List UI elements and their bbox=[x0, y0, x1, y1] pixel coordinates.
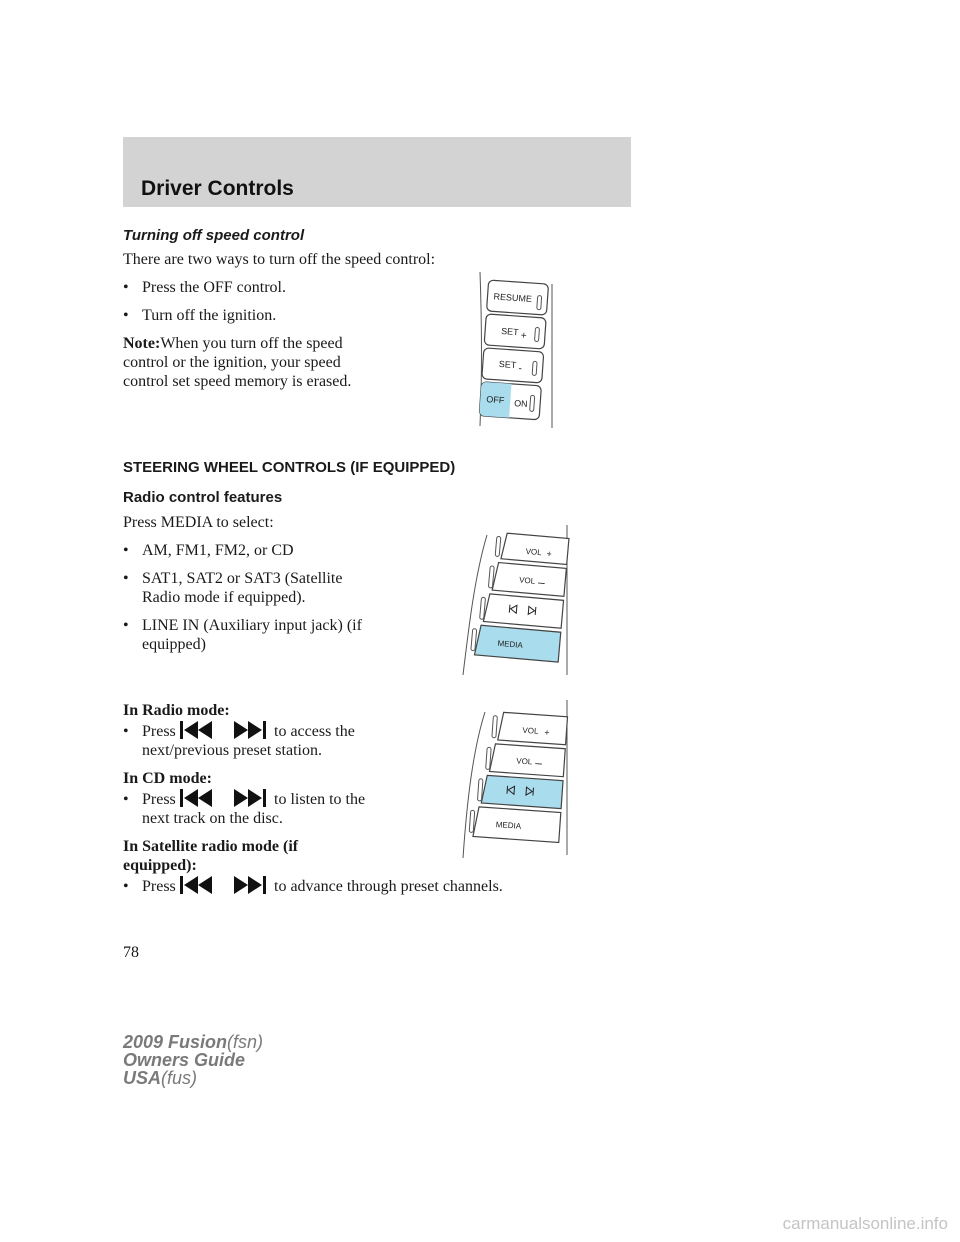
sat-mode-heading-line-1: In Satellite radio mode (if bbox=[123, 838, 299, 855]
radio-features-heading: Radio control features bbox=[123, 489, 283, 506]
media-bullet-1: AM, FM1, FM2, or CD bbox=[142, 542, 294, 559]
minus-label: – bbox=[534, 755, 543, 771]
page-number: 78 bbox=[123, 944, 139, 961]
footer-guide: Owners Guide bbox=[123, 1050, 246, 1070]
resume-label: RESUME bbox=[493, 291, 533, 305]
radio-after: to access the bbox=[274, 723, 355, 740]
press-media: Press MEDIA to select: bbox=[123, 514, 274, 531]
seek-icon bbox=[180, 720, 266, 740]
plus-label: + bbox=[520, 330, 528, 342]
footer-model-code: (fsn) bbox=[227, 1032, 264, 1052]
vol-plus-label: VOL bbox=[522, 725, 539, 736]
steering-heading: STEERING WHEEL CONTROLS (IF EQUIPPED) bbox=[123, 459, 456, 476]
section-title: Driver Controls bbox=[141, 177, 294, 200]
seek-button-highlighted bbox=[481, 775, 563, 809]
vol-plus-label: VOL bbox=[525, 546, 543, 558]
speed-off-bullet-1: Press the OFF control. bbox=[142, 279, 286, 296]
seek-icon bbox=[180, 875, 266, 895]
radio-mode-heading: In Radio mode: bbox=[123, 702, 230, 719]
seek-icon bbox=[180, 788, 266, 808]
seek-control-figure bbox=[455, 700, 575, 860]
bullet-icon: • bbox=[123, 570, 129, 587]
media-control-figure bbox=[455, 525, 575, 680]
speed-control-figure bbox=[470, 268, 560, 433]
document-footer bbox=[123, 1033, 263, 1087]
speed-off-note bbox=[123, 335, 343, 353]
vol-minus-label: VOL bbox=[518, 575, 536, 586]
speed-off-intro: There are two ways to turn off the speed control: bbox=[123, 251, 436, 268]
cd-mode-heading: In CD mode: bbox=[123, 770, 212, 787]
set-minus-label: SET bbox=[498, 358, 517, 371]
bullet-icon: • bbox=[123, 617, 129, 634]
minus-label: – bbox=[537, 575, 546, 590]
bullet-icon: • bbox=[123, 723, 129, 740]
watermark: carmanualsonline.info bbox=[782, 1214, 948, 1233]
minus-label: - bbox=[518, 363, 523, 375]
media-label: MEDIA bbox=[495, 820, 522, 831]
cd-press: Press bbox=[142, 791, 176, 808]
media-bullet-2-line-1: SAT1, SAT2 or SAT3 (Satellite bbox=[142, 570, 343, 587]
media-bullet-3-line-1: LINE IN (Auxiliary input jack) (if bbox=[142, 617, 362, 634]
cd-after: to listen to the bbox=[274, 791, 366, 808]
footer-region: USA bbox=[123, 1068, 162, 1088]
footer-model: 2009 Fusion bbox=[123, 1032, 228, 1052]
bullet-icon: • bbox=[123, 878, 129, 895]
bullet-icon: • bbox=[123, 307, 129, 324]
plus-label: + bbox=[546, 548, 553, 560]
speed-off-bullet-2: Turn off the ignition. bbox=[142, 307, 277, 324]
footer-region-code: (fus) bbox=[161, 1068, 198, 1088]
note-line-3: control set speed memory is erased. bbox=[123, 373, 352, 390]
vol-minus-label: VOL bbox=[516, 756, 533, 767]
bullet-icon: • bbox=[123, 279, 129, 296]
note-line-1: When you turn off the speed bbox=[160, 335, 343, 352]
sat-press: Press bbox=[142, 878, 176, 895]
radio-line-2: next/previous preset station. bbox=[142, 742, 322, 759]
media-bullet-2-line-2: Radio mode if equipped). bbox=[142, 589, 306, 606]
header-band bbox=[123, 137, 631, 207]
note-line-2: control or the ignition, your speed bbox=[123, 354, 341, 371]
bullet-icon: • bbox=[123, 542, 129, 559]
set-plus-label: SET bbox=[500, 326, 519, 338]
media-label: MEDIA bbox=[497, 638, 524, 650]
speed-off-heading: Turning off speed control bbox=[123, 227, 305, 244]
sat-mode-heading-line-2: equipped): bbox=[123, 857, 197, 874]
off-label: OFF bbox=[486, 394, 505, 406]
bullet-icon: • bbox=[123, 791, 129, 808]
on-label: ON bbox=[513, 398, 528, 410]
sat-after: to advance through preset channels. bbox=[274, 878, 503, 895]
media-bullet-3-line-2: equipped) bbox=[142, 636, 206, 653]
plus-label: + bbox=[544, 727, 550, 738]
radio-press: Press bbox=[142, 723, 176, 740]
cd-line-2: next track on the disc. bbox=[142, 810, 283, 827]
note-label: Note: bbox=[123, 335, 161, 352]
